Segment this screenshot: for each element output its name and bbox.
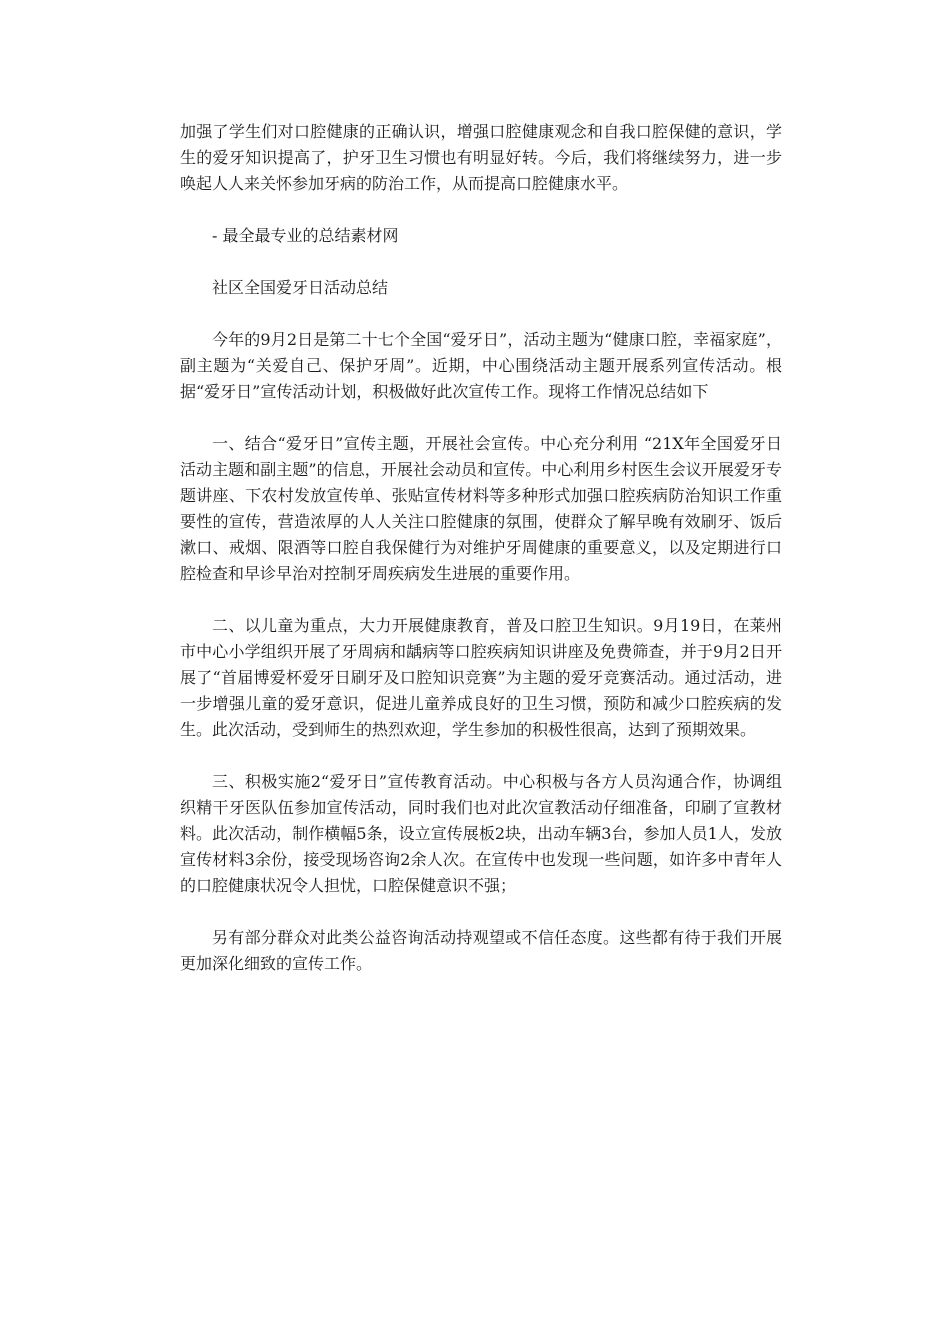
continuation-paragraph: 加强了学生们对口腔健康的正确认识，增强口腔健康观念和自我口腔保健的意识，学生的爱牙知识提高了，护牙卫生习惯也有明显好转。今后，我们将继续努力，进一步唤起人人来关怀参加牙病的防治工作，从而提高口腔健康水平。 bbox=[180, 122, 782, 193]
intro-paragraph: 今年的9月2日是第二十七个全国“爱牙日”，活动主题为“健康口腔，幸福家庭”，副主题为“关爱自己、保护牙周”。近期，中心围绕活动主题开展系列宣传活动。根据“爱牙日”宣传活动计划，积极做好此次宣传工作。现将工作情况总结如下 bbox=[180, 330, 782, 401]
section-3-paragraph: 三、积极实施2“爱牙日”宣传教育活动。中心积极与各方人员沟通合作，协调组织精干牙医队伍参加宣传活动，同时我们也对此次宣教活动仔细准备，印刷了宣教材料。此次活动，制作横幅5条，设立宣传展板2块，出动车辆3台，参加人员1人，发放宣传材料3余份，接受现场咨询2余人次。在宣传中也发现一些问题，如许多中青年人的口腔健康状况令人担忧，口腔保健意识不强； bbox=[180, 772, 782, 895]
section-2-paragraph: 二、以儿童为重点，大力开展健康教育，普及口腔卫生知识。9月19日，在莱州市中心小学组织开展了牙周病和龋病等口腔疾病知识讲座及免费筛查，并于9月2日开展了“首届博爱杯爱牙日刷牙及口腔知识竞赛”为主题的爱牙竞赛活动。通过活动，进一步增强儿童的爱牙意识，促进儿童养成良好的卫生习惯，预防和减少口腔疾病的发生。此次活动，受到师生的热烈欢迎，学生参加的积极性很高，达到了预期效果。 bbox=[180, 616, 782, 739]
document-title: 社区全国爱牙日活动总结 bbox=[212, 278, 389, 297]
section-1-paragraph: 一、结合“爱牙日”宣传主题，开展社会宣传。中心充分利用 “21X年全国爱牙日活动主题和副主题”的信息，开展社会动员和宣传。中心利用乡村医生会议开展爱牙专题讲座、下农村发放宣传单、张贴宣传材料等多种形式加强口腔疾病防治知识工作重要性的宣传，营造浓厚的人人关注口腔健康的氛围，使群众了解早晚有效刷牙、饭后漱口、戒烟、限酒等口腔自我保健行为对维护牙周健康的重要意义，以及定期进行口腔检查和早诊早治对控制牙周疾病发生进展的重要作用。 bbox=[180, 434, 782, 583]
document-body bbox=[180, 119, 782, 977]
source-line: - 最全最专业的总结素材网 bbox=[212, 226, 399, 245]
closing-paragraph: 另有部分群众对此类公益咨询活动持观望或不信任态度。这些都有待于我们开展更加深化细致的宣传工作。 bbox=[180, 928, 782, 973]
